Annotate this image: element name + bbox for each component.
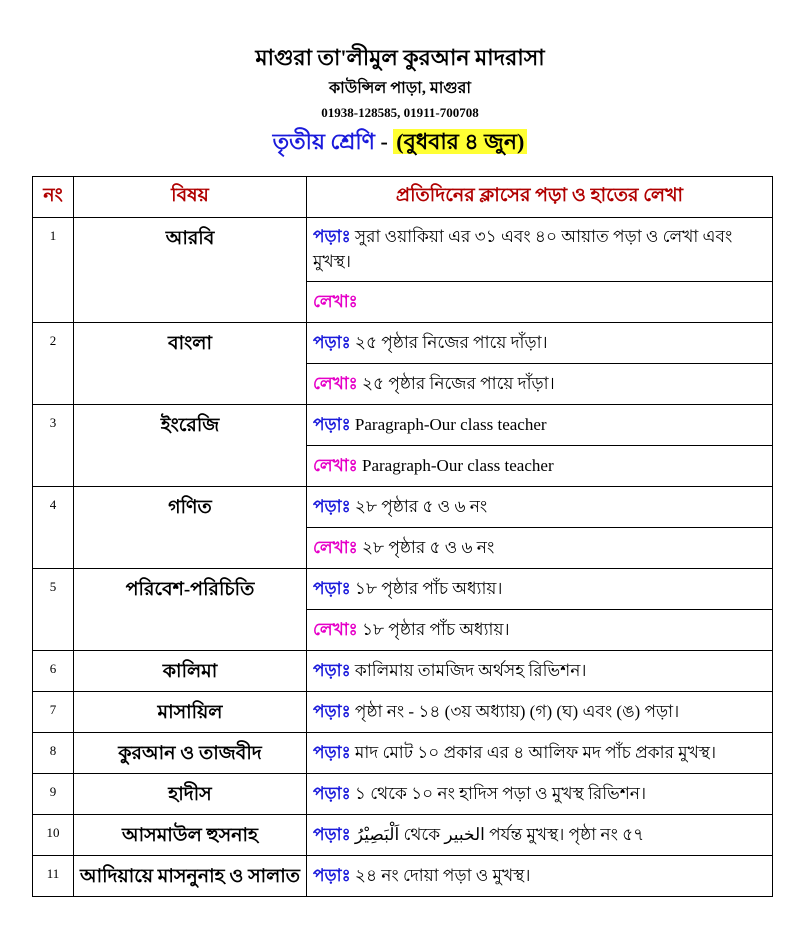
write-entry	[307, 282, 773, 323]
write-label: লেখাঃ	[313, 456, 358, 475]
row-subject: ইংরেজি	[74, 405, 307, 487]
table-row	[33, 569, 773, 610]
write-text: Paragraph-Our class teacher	[361, 456, 554, 475]
row-subject: আদিয়ায়ে মাসনুনাহ ও সালাত	[74, 856, 307, 897]
row-subject: কালিমা	[74, 651, 307, 692]
row-subject: মাসায়িল	[74, 692, 307, 733]
row-number: 11	[33, 856, 74, 897]
row-number: 9	[33, 774, 74, 815]
read-label: পড়াঃ	[313, 743, 351, 762]
read-text: Paragraph-Our class teacher	[354, 415, 547, 434]
read-text: মাদ মোট ১০ প্রকার এর ৪ আলিফ মদ পাঁচ প্রকার মুখস্থ।	[354, 743, 717, 762]
read-entry	[307, 405, 773, 446]
read-label: পড়াঃ	[313, 702, 351, 721]
row-number: 2	[33, 323, 74, 405]
read-label: পড়াঃ	[313, 497, 351, 516]
row-number: 5	[33, 569, 74, 651]
class-title	[0, 124, 800, 160]
row-number: 6	[33, 651, 74, 692]
row-number: 8	[33, 733, 74, 774]
row-subject: আরবি	[74, 218, 307, 323]
read-text: ১ থেকে ১০ নং হাদিস পড়া ও মুখস্থ রিভিশন।	[354, 784, 647, 803]
read-text: ১৮ পৃষ্ঠার পাঁচ অধ্যায়।	[354, 579, 503, 598]
document-header	[0, 40, 800, 160]
school-name: মাগুরা তা'লীমুল কুরআন মাদরাসা	[255, 45, 545, 70]
read-text: পৃষ্ঠা নং - ১৪ (৩য় অধ্যায়) (গ) (ঘ) এবং (ঙ) পড়া।	[354, 702, 680, 721]
write-text: ২৮ পৃষ্ঠার ৫ ও ৬ নং	[361, 538, 495, 557]
write-entry	[307, 528, 773, 569]
read-label: পড়াঃ	[313, 415, 351, 434]
read-text: সুরা ওয়াকিয়া এর ৩১ এবং ৪০ আয়াত পড়া ও লেখা এবং মুখস্থ।	[313, 227, 733, 271]
read-label: পড়াঃ	[313, 333, 351, 352]
header-daily-work: প্রতিদিনের ক্লাসের পড়া ও হাতের লেখা	[307, 177, 773, 218]
class-date: (বুধবার ৪ জুন)	[393, 129, 527, 154]
read-label: পড়াঃ	[313, 661, 351, 680]
table-row	[33, 692, 773, 733]
row-subject: আসমাউল হুসনাহ	[74, 815, 307, 856]
row-number: 3	[33, 405, 74, 487]
phone-numbers: 01938-128585, 01911-700708	[321, 105, 479, 120]
read-entry	[307, 774, 773, 815]
row-subject: হাদীস	[74, 774, 307, 815]
read-entry	[307, 692, 773, 733]
write-label: লেখাঃ	[313, 292, 358, 311]
read-entry	[307, 733, 773, 774]
table-row	[33, 774, 773, 815]
table-row	[33, 856, 773, 897]
read-text: ২৫ পৃষ্ঠার নিজের পায়ে দাঁড়া।	[354, 333, 548, 352]
write-label: লেখাঃ	[313, 620, 358, 639]
table-row	[33, 733, 773, 774]
write-entry	[307, 364, 773, 405]
write-label: লেখাঃ	[313, 538, 358, 557]
read-text: ২৮ পৃষ্ঠার ৫ ও ৬ নং	[354, 497, 488, 516]
table-header-row	[33, 177, 773, 218]
read-entry	[307, 218, 773, 282]
daily-schedule-table	[32, 176, 773, 897]
read-entry	[307, 487, 773, 528]
read-label: পড়াঃ	[313, 825, 351, 844]
table-row	[33, 218, 773, 282]
read-entry	[307, 323, 773, 364]
row-number: 10	[33, 815, 74, 856]
read-entry	[307, 569, 773, 610]
table-row	[33, 405, 773, 446]
write-entry	[307, 446, 773, 487]
class-name: তৃতীয় শ্রেণি	[272, 129, 375, 154]
title-separator: -	[374, 129, 394, 154]
table-row	[33, 651, 773, 692]
school-address: কাউন্সিল পাড়া, মাগুরা	[328, 80, 472, 97]
read-label: পড়াঃ	[313, 866, 351, 885]
read-text: কালিমায় তামজিদ অর্থসহ রিভিশন।	[354, 661, 587, 680]
header-subject: বিষয়	[74, 177, 307, 218]
table-row	[33, 487, 773, 528]
row-subject: পরিবেশ-পরিচিতি	[74, 569, 307, 651]
write-label: লেখাঃ	[313, 374, 358, 393]
row-subject: কুরআন ও তাজবীদ	[74, 733, 307, 774]
table-row	[33, 815, 773, 856]
row-number: 4	[33, 487, 74, 569]
read-entry	[307, 815, 773, 856]
row-subject: গণিত	[74, 487, 307, 569]
write-text: ১৮ পৃষ্ঠার পাঁচ অধ্যায়।	[361, 620, 510, 639]
row-number: 1	[33, 218, 74, 323]
read-entry	[307, 856, 773, 897]
row-subject: বাংলা	[74, 323, 307, 405]
write-text: ২৫ পৃষ্ঠার নিজের পায়ে দাঁড়া।	[361, 374, 555, 393]
read-text: اَلْبَصِيْرُ থেকে الخبير পর্যন্ত মুখস্থ। পৃষ্ঠা নং ৫৭	[354, 825, 645, 844]
row-number: 7	[33, 692, 74, 733]
header-number: নং	[33, 177, 74, 218]
read-label: পড়াঃ	[313, 579, 351, 598]
write-entry	[307, 610, 773, 651]
read-entry	[307, 651, 773, 692]
read-label: পড়াঃ	[313, 227, 351, 246]
read-label: পড়াঃ	[313, 784, 351, 803]
read-text: ২৪ নং দোয়া পড়া ও মুখস্থ।	[354, 866, 531, 885]
table-row	[33, 323, 773, 364]
